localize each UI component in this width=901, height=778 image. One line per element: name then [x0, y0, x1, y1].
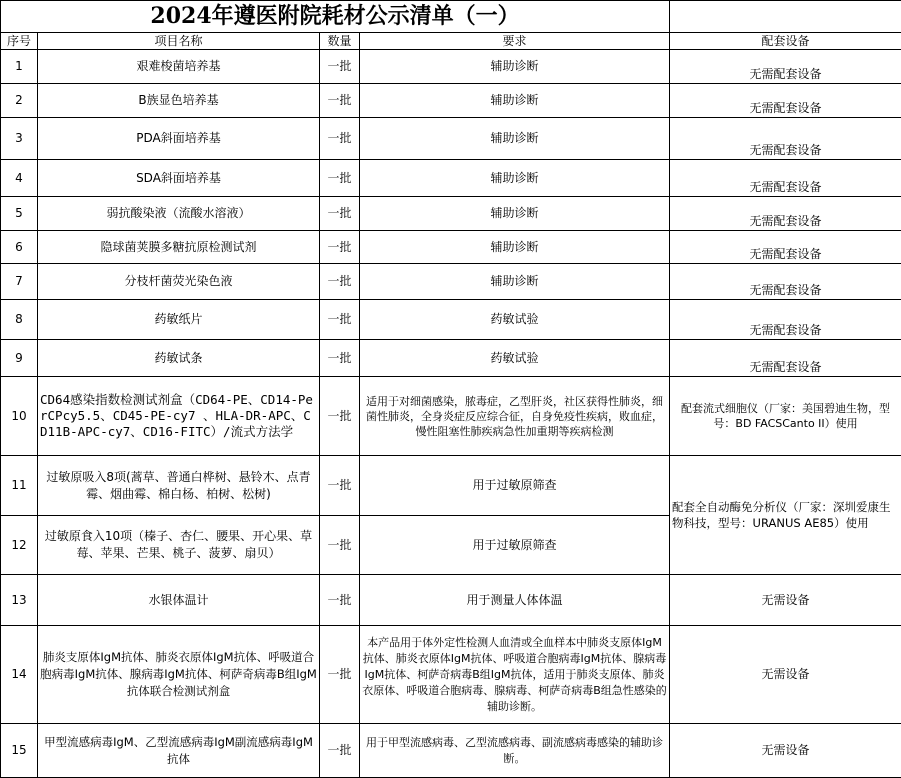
- row-no: 15: [1, 724, 38, 778]
- row-equip: 无需配套设备: [670, 118, 901, 160]
- row-req: 用于过敏原筛查: [360, 456, 670, 516]
- row-req: 辅助诊断: [360, 84, 670, 118]
- row-req: 辅助诊断: [360, 197, 670, 231]
- row-qty: 一批: [320, 340, 360, 377]
- table-row: [1, 724, 901, 778]
- row-name: 弱抗酸染液（流酸水溶液）: [38, 197, 320, 231]
- row-no: 1: [1, 50, 38, 84]
- row-equip: 无需配套设备: [670, 197, 901, 231]
- row-req: 用于过敏原筛查: [360, 516, 670, 575]
- row-equip: 无需配套设备: [670, 160, 901, 197]
- row-name: 分枝杆菌荧光染色液: [38, 264, 320, 300]
- row-name: 水银体温计: [38, 575, 320, 626]
- row-equip: 无需设备: [670, 724, 901, 778]
- row-req: 适用于对细菌感染，脓毒症，乙型肝炎，社区获得性肺炎，细菌性肺炎，全身炎症反应综合征，自身免疫性疾病，败血症，慢性阻塞性肺疾病急性加重期等疾病检测: [360, 377, 670, 456]
- row-qty: 一批: [320, 456, 360, 516]
- row-qty: 一批: [320, 118, 360, 160]
- row-equip: 无需配套设备: [670, 50, 901, 84]
- header-req: 要求: [360, 33, 670, 50]
- row-no: 12: [1, 516, 38, 575]
- row-name: 肺炎支原体IgM抗体、肺炎衣原体IgM抗体、呼吸道合胞病毒IgM抗体、腺病毒IgM抗体、柯萨奇病毒B组IgM抗体联合检测试剂盒: [38, 626, 320, 724]
- table-row: [1, 50, 901, 84]
- header-equip: 配套设备: [670, 33, 901, 50]
- row-name: 甲型流感病毒IgM、乙型流感病毒IgM副流感病毒IgM抗体: [38, 724, 320, 778]
- row-req: 本产品用于体外定性检测人血清或全血样本中肺炎支原体IgM抗体、肺炎衣原体IgM抗体、呼吸道合胞病毒IgM抗体、腺病毒IgM抗体、柯萨奇病毒B组IgM抗体，适用于肺炎支原体、肺炎衣原体、呼吸道合胞病毒、腺病毒、柯萨奇病毒B组急性感染的辅助诊断。: [360, 626, 670, 724]
- row-equip: 配套全自动酶免分析仪（厂家：深圳爱康生物科技，型号：URANUS AE85）使用: [670, 456, 901, 575]
- row-equip: 无需配套设备: [670, 231, 901, 264]
- row-no: 5: [1, 197, 38, 231]
- header-name: 项目名称: [38, 33, 320, 50]
- table-row: [1, 84, 901, 118]
- table-row: [1, 160, 901, 197]
- table-row: [1, 231, 901, 264]
- table-row: [1, 300, 901, 340]
- row-equip: 无需设备: [670, 626, 901, 724]
- row-req: 药敏试验: [360, 340, 670, 377]
- table-row: [1, 340, 901, 377]
- row-no: 13: [1, 575, 38, 626]
- row-no: 9: [1, 340, 38, 377]
- table-row: [1, 197, 901, 231]
- row-qty: 一批: [320, 231, 360, 264]
- row-name: CD64感染指数检测试剂盒（CD64-PE、CD14-PerCPcy5.5、CD45-PE-cy7 、HLA-DR-APC、CD11B-APC-cy7、CD16-FITC）/流式方法学: [38, 377, 320, 456]
- row-qty: 一批: [320, 626, 360, 724]
- row-equip: 配套流式细胞仪（厂家：美国碧迪生物，型号：BD FACSCanto II）使用: [670, 377, 901, 456]
- header-no: 序号: [1, 33, 38, 50]
- row-no: 4: [1, 160, 38, 197]
- row-qty: 一批: [320, 575, 360, 626]
- row-equip: 无需配套设备: [670, 264, 901, 300]
- table-row: [1, 575, 901, 626]
- row-no: 6: [1, 231, 38, 264]
- row-name: 药敏试条: [38, 340, 320, 377]
- row-req: 辅助诊断: [360, 160, 670, 197]
- row-name: B族显色培养基: [38, 84, 320, 118]
- row-req: 辅助诊断: [360, 231, 670, 264]
- row-no: 2: [1, 84, 38, 118]
- row-name: 艰难梭菌培养基: [38, 50, 320, 84]
- table-row: [1, 377, 901, 456]
- header-qty: 数量: [320, 33, 360, 50]
- row-req: 辅助诊断: [360, 50, 670, 84]
- row-no: 7: [1, 264, 38, 300]
- row-qty: 一批: [320, 377, 360, 456]
- row-req: 用于测量人体体温: [360, 575, 670, 626]
- row-qty: 一批: [320, 197, 360, 231]
- row-no: 11: [1, 456, 38, 516]
- row-req: 辅助诊断: [360, 264, 670, 300]
- table-row: [1, 118, 901, 160]
- row-name: 过敏原吸入8项(蒿草、普通白桦树、悬铃木、点青霉、烟曲霉、棉白杨、柏树、松树): [38, 456, 320, 516]
- row-qty: 一批: [320, 300, 360, 340]
- header-row: [1, 33, 901, 50]
- row-qty: 一批: [320, 516, 360, 575]
- row-req: 药敏试验: [360, 300, 670, 340]
- row-equip: 无需配套设备: [670, 84, 901, 118]
- row-qty: 一批: [320, 84, 360, 118]
- row-req: 辅助诊断: [360, 118, 670, 160]
- row-equip: 无需配套设备: [670, 340, 901, 377]
- row-name: SDA斜面培养基: [38, 160, 320, 197]
- table-row: [1, 456, 901, 516]
- table-row: [1, 264, 901, 300]
- row-name: 过敏原食入10项（榛子、杏仁、腰果、开心果、草莓、苹果、芒果、桃子、菠萝、扇贝）: [38, 516, 320, 575]
- row-no: 3: [1, 118, 38, 160]
- row-qty: 一批: [320, 50, 360, 84]
- row-qty: 一批: [320, 724, 360, 778]
- row-qty: 一批: [320, 160, 360, 197]
- row-qty: 一批: [320, 264, 360, 300]
- row-no: 14: [1, 626, 38, 724]
- row-equip: 无需配套设备: [670, 300, 901, 340]
- row-req: 用于甲型流感病毒、乙型流感病毒、副流感病毒感染的辅助诊断。: [360, 724, 670, 778]
- row-name: 隐球菌荚膜多糖抗原检测试剂: [38, 231, 320, 264]
- table-row: [1, 626, 901, 724]
- row-no: 8: [1, 300, 38, 340]
- row-name: 药敏纸片: [38, 300, 320, 340]
- row-equip: 无需设备: [670, 575, 901, 626]
- row-name: PDA斜面培养基: [38, 118, 320, 160]
- title-empty-cell: [670, 1, 901, 33]
- row-no: 10: [1, 377, 38, 456]
- document-title: 2024年遵医附院耗材公示清单（一）: [1, 1, 670, 33]
